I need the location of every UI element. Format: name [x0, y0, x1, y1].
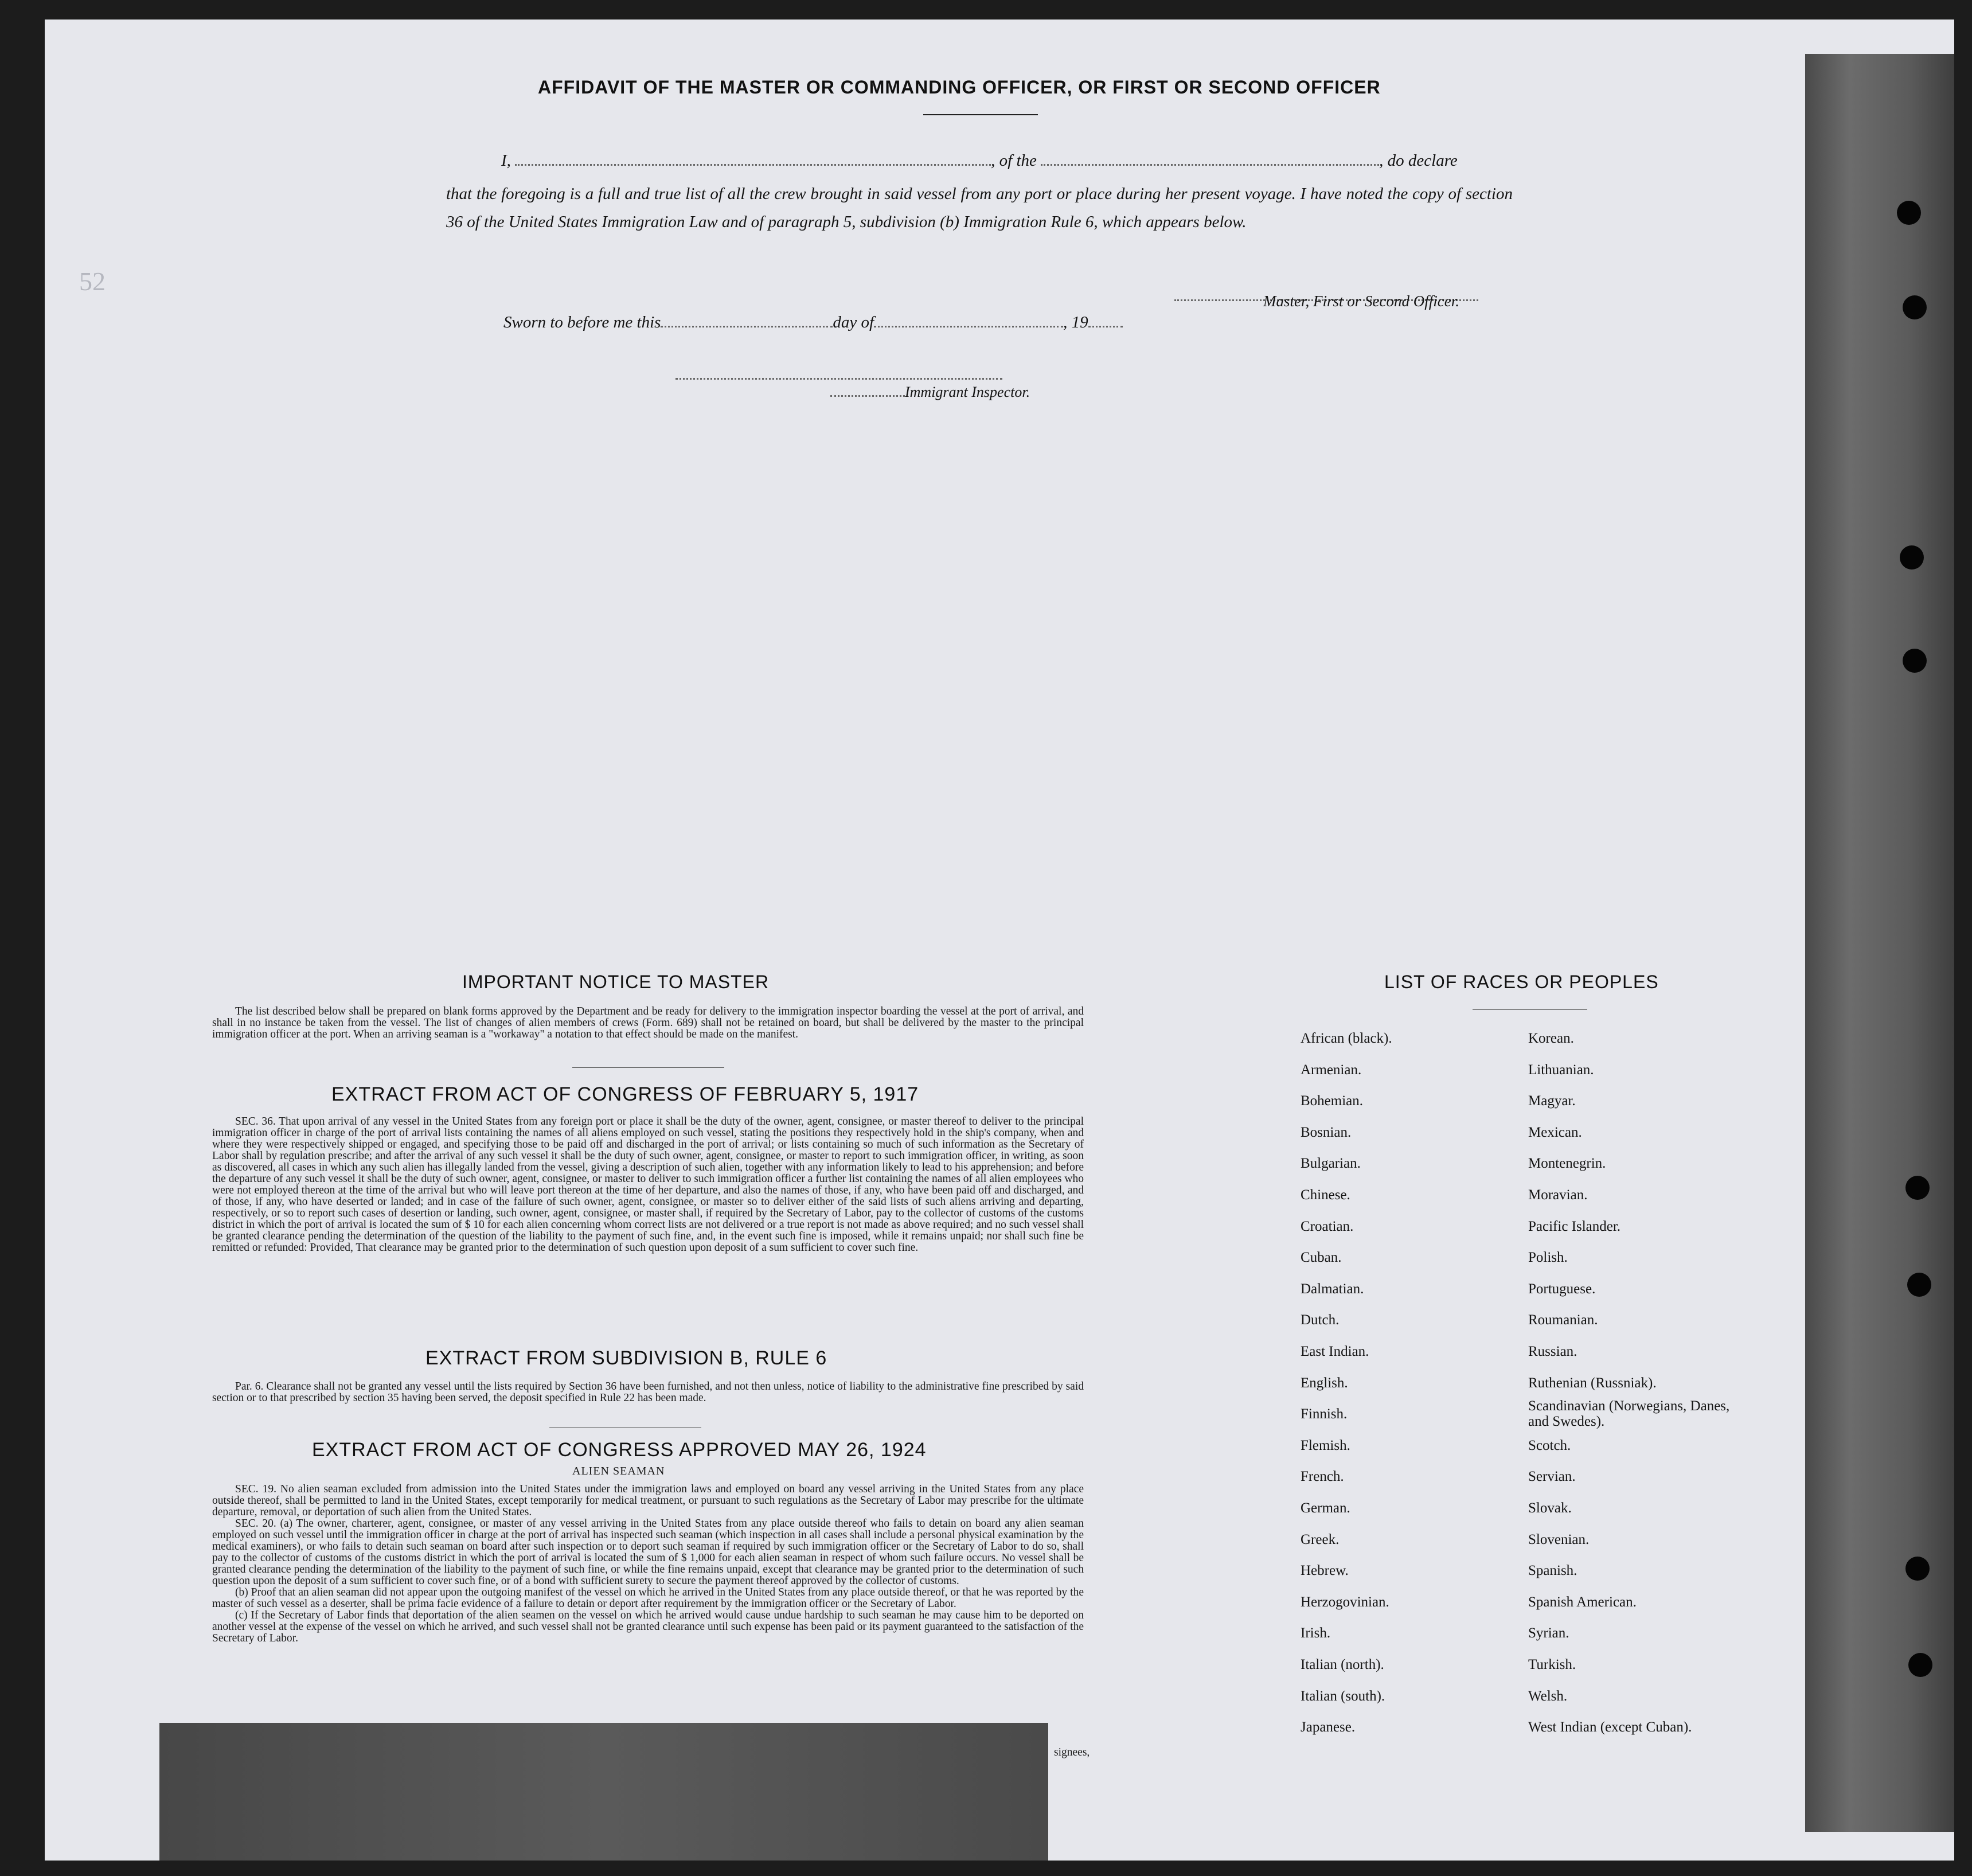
sworn-line: Sworn to before me this day of , 19 [503, 313, 1123, 332]
race-item: Herzogovinian. [1301, 1594, 1389, 1610]
races-title: LIST OF RACES OR PEOPLES [1384, 972, 1659, 992]
punch-hole [1903, 649, 1927, 673]
divider [1473, 1009, 1587, 1010]
race-item: Finnish. [1301, 1406, 1348, 1422]
race-item: Moravian. [1528, 1187, 1588, 1203]
alien-seaman-heading: ALIEN SEAMAN [572, 1465, 665, 1477]
race-item: Russian. [1528, 1344, 1577, 1359]
race-item: Chinese. [1301, 1187, 1350, 1203]
divider [572, 1067, 724, 1068]
affidavit-line-1: I, , of the , do declare [501, 151, 1458, 170]
extract-1917-title: EXTRACT FROM ACT OF CONGRESS OF FEBRUARY 5, 1917 [331, 1083, 919, 1105]
punch-hole [1900, 545, 1924, 570]
race-item: Flemish. [1301, 1437, 1350, 1453]
faint-page-number: 52 [79, 267, 106, 296]
punch-hole [1907, 1273, 1931, 1297]
race-item: Hebrew. [1301, 1563, 1349, 1579]
race-item: French. [1301, 1469, 1344, 1485]
race-item: Dalmatian. [1301, 1281, 1364, 1297]
race-item: Magyar. [1528, 1093, 1576, 1109]
race-item: Slovenian. [1528, 1531, 1590, 1547]
punch-hole [1905, 1176, 1930, 1200]
race-item: Bulgarian. [1301, 1156, 1361, 1172]
inspector-signature-line [675, 365, 1002, 384]
race-item: German. [1301, 1500, 1350, 1516]
race-item: Mexican. [1528, 1124, 1582, 1140]
punch-hole [1908, 1653, 1932, 1677]
race-item: Scotch. [1528, 1437, 1571, 1453]
race-item: English. [1301, 1375, 1348, 1391]
race-item: Polish. [1528, 1250, 1568, 1266]
extract-rule6-text: Par. 6. Clearance shall not be granted any vessel until the lists required by Section 36 have been furnished, and not then unless, notice of liability to the administrative fine prescribed by said section or to that prescribed by section 35 having been served, the deposit specified in Rule 22 has been made. [212, 1380, 1084, 1404]
affidavit-body: that the foregoing is a full and true list of all the crew brought in said vessel from any port or place during her present voyage. I have noted the copy of section 36 of the United States Immigration Law and of paragraph 5, subdivision (b) Immigration Rule 6, which appears below. [446, 185, 1513, 231]
extract-1917-text: SEC. 36. That upon arrival of any vessel in the United States from any foreign port or place it shall be the duty of the owner, agent, consignee, or master thereof to deliver to the principal immigration officer in charge of the port of arrival lists containing the names of all aliens employed on such vessel, stating the positions they respectively hold in the ship's company, when and where they were respectively shipped or engaged, and specifying those to be paid off and discharged in the port of arrival; or lists containing so much of such information as the Secretary of Labor shall by regulation prescribe; and after the arrival of any such vessel it shall be the duty of such owner, agent, consignee, or master to report to such immigration officer, in writing, as soon as discovered, all cases in which any such alien has illegally landed from the vessel, giving a description of such alien, together with any information likely to lead to his apprehension; and before the departure of any such vessel it shall be the duty of such owner, agent, consignee, or master to deliver to such immigration officer a further list containing the names of all alien employees who were not employed thereon at the time of the arrival but who will leave port thereon at the time of her departure, and also the names of those, if any, who have been paid off and discharged, and of those, if any, who have deserted or landed; and in case of the failure of such owner, agent, consignee, or master so to deliver either of the said lists of such aliens arriving and departing, respectively, or so to report such cases of desertion or landing, such owner, agent, consignee, or master shall, if required by the Secretary of Labor, pay to the collector of customs of the customs district in which the port of arrival is located the sum of $ 10 for each alien concerning whom correct lists are not delivered or a true report is not made as above required; and no such vessel shall be granted clearance pending the determination of the question of the liability to the payment of such fine, and, in the event such fine is imposed, while it remains unpaid; nor shall such fine be remitted or refunded: Provided, That clearance may be granted prior to the determination of such question upon deposit of a sum sufficient to cover such fine. [212, 1116, 1084, 1254]
race-item: Greek. [1301, 1531, 1340, 1547]
punch-hole [1897, 201, 1921, 225]
race-item: Servian. [1528, 1469, 1576, 1485]
affidavit-title: AFFIDAVIT OF THE MASTER OR COMMANDING OFFICER, OR FIRST OR SECOND OFFICER [538, 77, 1381, 97]
race-item: Spanish American. [1528, 1594, 1637, 1610]
tape-strip [159, 1723, 1048, 1861]
race-item: Japanese. [1301, 1719, 1356, 1735]
extract-1924-title: EXTRACT FROM ACT OF CONGRESS APPROVED MAY 26, 1924 [312, 1439, 927, 1461]
race-item: Italian (south). [1301, 1688, 1385, 1704]
race-item: Italian (north). [1301, 1657, 1384, 1672]
race-item: Cuban. [1301, 1250, 1342, 1266]
race-item: Croatian. [1301, 1218, 1354, 1234]
cut-off-fragment: signees, [1054, 1746, 1090, 1758]
race-item: Armenian. [1301, 1062, 1362, 1078]
race-item: Syrian. [1528, 1625, 1569, 1641]
extract-rule6-title: EXTRACT FROM SUBDIVISION B, RULE 6 [425, 1347, 827, 1369]
race-item: Ruthenian (Russniak). [1528, 1375, 1657, 1391]
race-item: African (black). [1301, 1031, 1392, 1046]
race-item: Pacific Islander. [1528, 1218, 1621, 1234]
race-item: Korean. [1528, 1031, 1574, 1046]
race-item: Slovak. [1528, 1500, 1572, 1516]
race-item: Bosnian. [1301, 1124, 1352, 1140]
race-item: Spanish. [1528, 1563, 1577, 1579]
race-item: Irish. [1301, 1625, 1331, 1641]
manifest-page [45, 19, 1954, 1861]
race-item: West Indian (except Cuban). [1528, 1719, 1692, 1735]
race-item: Scandinavian (Norwegians, Danes, and Swedes). [1528, 1398, 1730, 1430]
race-item: Welsh. [1528, 1688, 1568, 1704]
divider [923, 114, 1038, 115]
punch-hole [1905, 1557, 1930, 1581]
officer-signature-label: Master, First or Second Officer. [1263, 292, 1459, 310]
race-item: Bohemian. [1301, 1093, 1364, 1109]
race-item: Montenegrin. [1528, 1156, 1606, 1172]
notice-title: IMPORTANT NOTICE TO MASTER [462, 972, 770, 992]
binding-strip [1805, 54, 1954, 1832]
race-item: Roumanian. [1528, 1312, 1598, 1328]
punch-hole [1903, 295, 1927, 319]
race-item: Lithuanian. [1528, 1062, 1594, 1078]
race-item: East Indian. [1301, 1344, 1369, 1359]
race-item: Portuguese. [1528, 1281, 1596, 1297]
race-item: Dutch. [1301, 1312, 1340, 1328]
extract-1924-text: SEC. 19. No alien seaman excluded from admission into the United States under the immigration laws and employed on board any vessel arriving in the United States from any place outside thereof, shall be permitted to land in the United States, except temporarily for medical treatment, or pursuant to such regulations as the Secretary of Labor may prescribe for the ultimate departure, removal, or deportation of such alien from the United States. SEC. 20. (a) The owner, charterer, agent, consignee, or master of any vessel arriving in the United States from any place outside thereof who fails to detain on board any alien seaman employed on such vessel until the immigration officer in charge at the port of arrival has inspected such seaman (which inspection in all cases shall include a personal physical examination by the medical examiners), or who fails to detain such seaman on board after such inspection or to deport such seaman if required by such immigration officer or the Secretary of Labor to do so, shall pay to the collector of customs of the customs district in which the port of arrival is located the sum of $ 1,000 for each alien seaman in respect of whom such failure occurs. No vessel shall be granted clearance pending the determination of the liability to the payment of such fine, or while the fine remains unpaid, except that clearance may be granted prior to the determination of such question upon the deposit of a sum sufficient to cover such fine, or of a bond with sufficient surety to secure the payment thereof approved by the collector of customs. (b) Proof that an alien seaman did not appear upon the outgoing manifest of the vessel on which he arrived in the United States from any place outside thereof, or that he was reported by the master of such vessel as a deserter, shall be prima facie evidence of a failure to detain or deport after requirement by the immigration officer or the Secretary of Labor. (c) If the Secretary of Labor finds that deportation of the alien seamen on the vessel on which he arrived would cause undue hardship to such seaman he may cause him to be deported on another vessel at the expense of the vessel on which he arrived, and such vessel shall not be granted clearance until such expense has been paid or its payment guaranteed to the satisfaction of the Secretary of Labor. [212, 1483, 1084, 1644]
race-item: Turkish. [1528, 1657, 1576, 1672]
notice-text: The list described below shall be prepared on blank forms approved by the Department and be ready for delivery to the immigration inspector boarding the vessel at the port of arrival, and shall in no instance be taken from the vessel. The list of changes of alien members of crews (Form. 689) shall not be retained on board, but shall be delivered by the master to the principal immigration officer at the port. When an arriving seaman is a "workaway" a notation to that effect should be made on the manifest. [212, 1005, 1084, 1040]
inspector-line: Immigrant Inspector. [830, 384, 1030, 401]
